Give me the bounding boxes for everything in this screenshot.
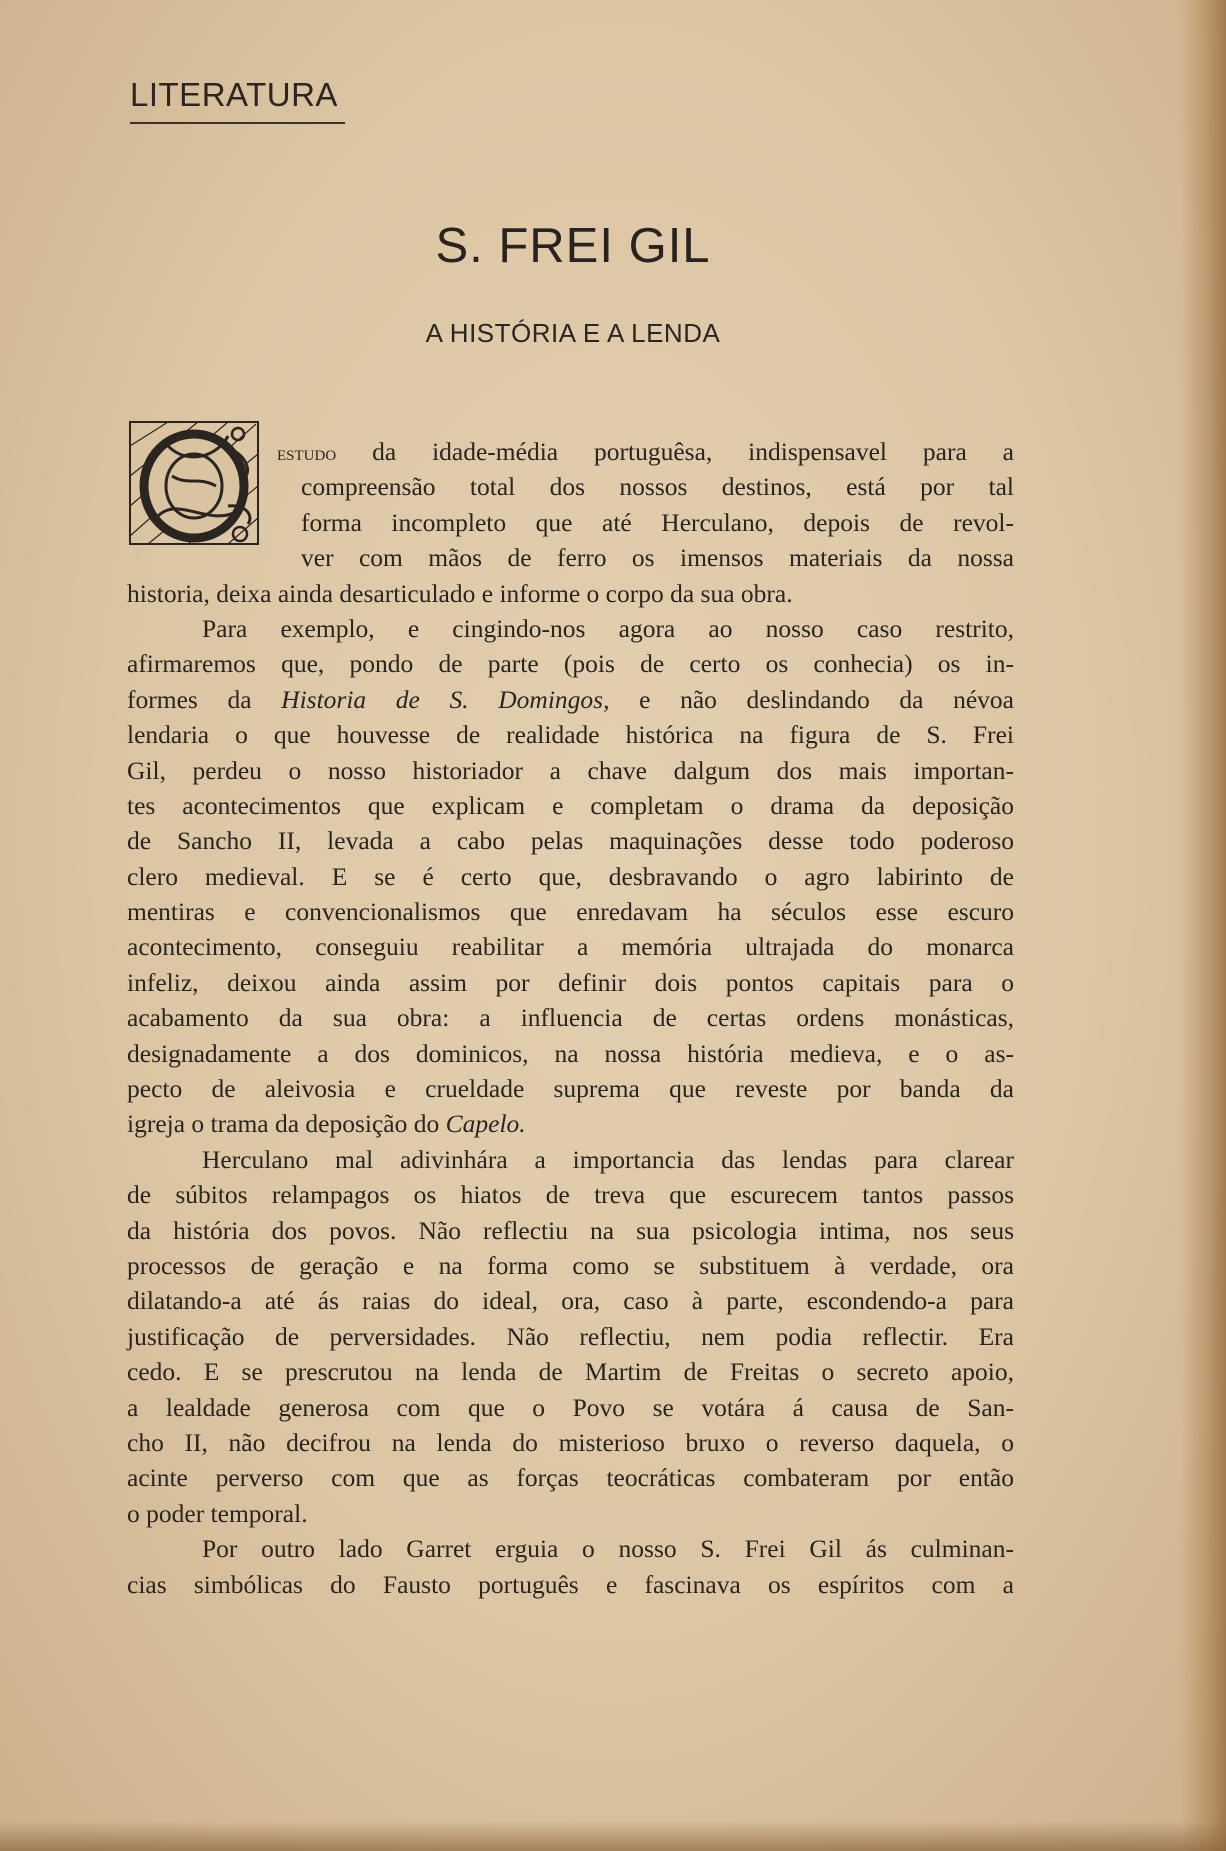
text-line: acontecimento, conseguiu reabilitar a memória ultrajada do monarca [127, 932, 1014, 962]
text-line: historia, deixa ainda desarticulado e informe o corpo da sua obra. [127, 578, 793, 608]
text-line: lendaria o que houvesse de realidade histórica na figura de S. Frei [127, 720, 1014, 750]
text-line: de súbitos relampagos os hiatos de treva que escurecem tantos passos [127, 1180, 1014, 1210]
text-line: cho II, não decifrou na lenda do misterioso bruxo o reverso daquela, o [127, 1427, 1014, 1457]
text-line: designadamente a dos dominicos, na nossa história medieva, e o as- [127, 1038, 1014, 1068]
text-line: da história dos povos. Não reflectiu na sua psicologia intima, nos seus [127, 1215, 1014, 1245]
text-line: infeliz, deixou ainda assim por definir dois pontos capitais para o [127, 967, 1014, 997]
text-line: acabamento da sua obra: a influencia de certas ordens monásticas, [127, 1003, 1014, 1033]
page-edge-bottom [0, 1821, 1226, 1851]
text-line: cias simbólicas do Fausto português e fascinava os espíritos com a [127, 1569, 1014, 1599]
article-title: S. FREI GIL [435, 219, 711, 273]
text-line: compreensão total dos nossos destinos, está por tal [301, 472, 1014, 502]
italic-word: Capelo. [445, 1109, 526, 1139]
text-line: pecto de aleivosia e crueldade suprema que reveste por banda da [127, 1074, 1014, 1104]
text-line: forma incompleto que até Herculano, depois de revol- [301, 507, 1014, 537]
dropcap-lead: estudo [277, 440, 337, 465]
text-line: processos de geração e na forma como se substituem à verdade, ora [127, 1250, 1014, 1280]
text-line: formes da Historia de S. Domingos, e não deslindando da névoa [127, 684, 1014, 714]
text-line: afirmaremos que, pondo de parte (pois de certo os conhecia) os in- [127, 649, 1014, 679]
text-line: tes acontecimentos que explicam e completam o drama da deposição [127, 790, 1014, 820]
text-line: estudo da idade-média portuguêsa, indispensavel para a [277, 437, 1015, 466]
text-line: Herculano mal adivinhára a importancia das lendas para clarear [202, 1144, 1014, 1174]
text-line: dilatando-a até ás raias do ideal, ora, caso à parte, escondendo-a para [127, 1286, 1014, 1316]
text-line: de Sancho II, levada a cabo pelas maquinações desse todo poderoso [127, 826, 1014, 856]
text-line: a lealdade generosa com que o Povo se votára á causa de San- [127, 1392, 1014, 1422]
text-line: acinte perverso com que as forças teocráticas combateram por então [127, 1463, 1014, 1493]
article-body [127, 434, 1014, 1602]
section-label: LITERATURA [130, 76, 338, 113]
text-line: igreja o trama da deposição do Capelo. [127, 1109, 526, 1139]
text-line: o poder temporal. [127, 1498, 308, 1528]
text-line: Por outro lado Garret erguia o nosso S. Frei Gil ás culminan- [202, 1534, 1014, 1564]
italic-title: Historia de S. Domingos, [281, 684, 610, 714]
text-line: mentiras e convencionalismos que enredavam ha séculos esse escuro [127, 897, 1014, 927]
text-line: Gil, perdeu o nosso historiador a chave dalgum dos mais importan- [127, 755, 1014, 785]
article-subtitle: A HISTÓRIA E A LENDA [425, 318, 721, 348]
section-underline [130, 122, 345, 124]
page-edge [1180, 0, 1226, 1851]
text-line: ver com mãos de ferro os imensos materiais da nossa [301, 543, 1014, 573]
text-line: cedo. E se prescrutou na lenda de Martim de Freitas o secreto apoio, [127, 1357, 1014, 1387]
text-line: justificação de perversidades. Não reflectiu, nem podia reflectir. Era [127, 1321, 1014, 1351]
text-line: Para exemplo, e cingindo-nos agora ao nosso caso restrito, [202, 613, 1014, 643]
text-line: clero medieval. E se é certo que, desbravando o agro labirinto de [127, 861, 1014, 891]
